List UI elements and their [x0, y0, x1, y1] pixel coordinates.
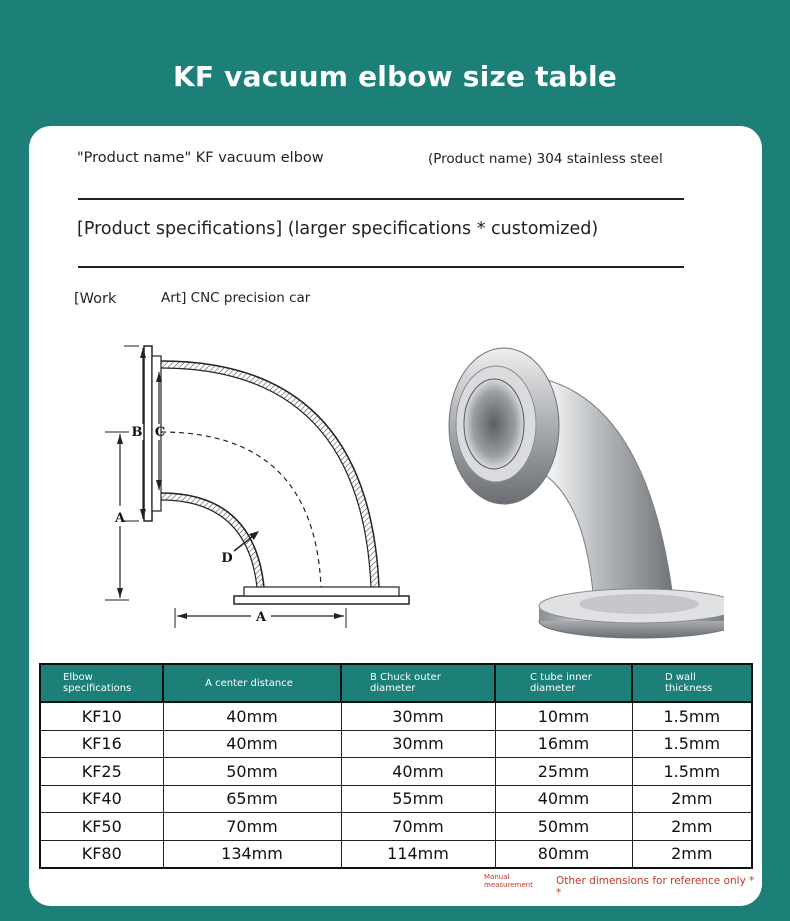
cell-d: 2mm	[632, 813, 752, 841]
cell-spec: KF80	[40, 840, 163, 868]
cell-c: 16mm	[495, 730, 632, 758]
cell-a: 65mm	[163, 785, 341, 813]
cell-spec: KF10	[40, 702, 163, 730]
product-name-text: "Product name" KF vacuum elbow	[77, 150, 324, 166]
cell-d: 1.5mm	[632, 730, 752, 758]
label-a-horizontal: A	[255, 610, 267, 625]
cell-c: 25mm	[495, 758, 632, 786]
cell-a: 70mm	[163, 813, 341, 841]
divider	[78, 198, 684, 200]
cell-b: 70mm	[341, 813, 495, 841]
table-row	[40, 785, 752, 813]
flange-vertical	[144, 346, 152, 521]
header-b-chuck-outer-diameter: B Chuck outer diameter	[341, 664, 495, 702]
cell-spec: KF25	[40, 758, 163, 786]
cell-c: 80mm	[495, 840, 632, 868]
cell-d: 1.5mm	[632, 758, 752, 786]
cell-a: 40mm	[163, 730, 341, 758]
cell-spec: KF16	[40, 730, 163, 758]
cell-c: 50mm	[495, 813, 632, 841]
flange-horizontal	[234, 596, 409, 604]
cell-c: 40mm	[495, 785, 632, 813]
page-title: KF vacuum elbow size table	[173, 60, 617, 93]
cell-spec: KF40	[40, 785, 163, 813]
elbow-product-photo	[424, 336, 724, 646]
cell-a: 50mm	[163, 758, 341, 786]
label-d: D	[221, 551, 233, 566]
cell-spec: KF50	[40, 813, 163, 841]
cell-b: 40mm	[341, 758, 495, 786]
label-c: C	[154, 425, 166, 440]
table-row	[40, 702, 752, 730]
cell-b: 55mm	[341, 785, 495, 813]
table-row	[40, 813, 752, 841]
header-elbow-spec: Elbow specifications	[40, 664, 163, 702]
manual-measurement-note: Manual measurement	[484, 873, 533, 889]
cell-b: 30mm	[341, 730, 495, 758]
elbow-dimension-diagram	[69, 336, 419, 636]
cell-d: 2mm	[632, 785, 752, 813]
cell-b: 114mm	[341, 840, 495, 868]
cell-d: 2mm	[632, 840, 752, 868]
reference-note: Other dimensions for reference only * *	[556, 875, 755, 899]
table-header-row	[40, 664, 752, 702]
cell-d: 1.5mm	[632, 702, 752, 730]
header-c-tube-inner-diameter: C tube inner diameter	[495, 664, 632, 702]
specifications-text: [Product specifications] (larger specifications * customized)	[77, 219, 599, 239]
divider	[78, 266, 684, 268]
table-row	[40, 758, 752, 786]
work-value: Art] CNC precision car	[161, 290, 311, 306]
work-label: [Work	[74, 291, 117, 307]
size-table	[39, 663, 753, 869]
cell-c: 10mm	[495, 702, 632, 730]
content-card	[29, 126, 762, 906]
header-a-center-distance: A center distance	[163, 664, 341, 702]
label-a-vertical: A	[114, 511, 126, 526]
cell-a: 134mm	[163, 840, 341, 868]
label-b: B	[131, 425, 143, 440]
table-row	[40, 840, 752, 868]
cell-b: 30mm	[341, 702, 495, 730]
cell-a: 40mm	[163, 702, 341, 730]
table-row	[40, 730, 752, 758]
header-d-wall-thickness: D wall thickness	[632, 664, 752, 702]
material-text: (Product name) 304 stainless steel	[428, 151, 663, 167]
